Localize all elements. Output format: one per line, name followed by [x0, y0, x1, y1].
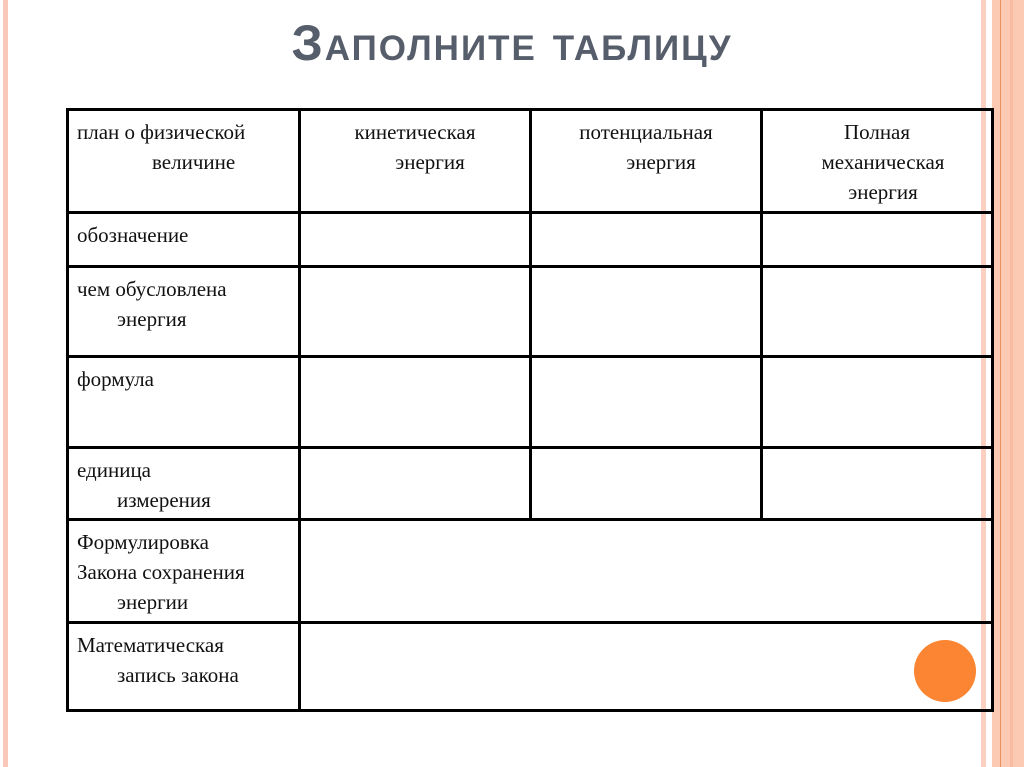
answer-cell[interactable] [300, 448, 531, 520]
answer-cell[interactable] [531, 267, 762, 357]
answer-cell[interactable] [300, 213, 531, 267]
answer-cell[interactable] [762, 213, 993, 267]
header-cell-plan [68, 110, 300, 213]
table-row [68, 213, 993, 267]
answer-cell[interactable] [531, 357, 762, 448]
header-text: потенциальная [579, 120, 713, 144]
header-cell-kinetic [300, 110, 531, 213]
row-label-text: энергии [117, 590, 189, 614]
header-cell-potential [531, 110, 762, 213]
row-label [68, 267, 300, 357]
right-decorative-band [992, 0, 1024, 767]
fill-in-table [66, 108, 994, 712]
header-text: план о физической [77, 120, 246, 144]
answer-cell[interactable] [300, 357, 531, 448]
row-label-text: Математическая [77, 633, 224, 657]
row-label-text: измерения [117, 488, 211, 512]
row-label-text: запись закона [117, 663, 239, 687]
header-text: величине [152, 150, 236, 174]
row-label [68, 520, 300, 623]
right-decorative-line [1000, 0, 1001, 767]
row-label-text: формула [77, 367, 154, 391]
answer-cell[interactable] [762, 267, 993, 357]
answer-cell[interactable] [300, 267, 531, 357]
answer-cell-wide[interactable] [300, 623, 993, 711]
header-cell-total-mechanical [762, 110, 993, 213]
table-row [68, 623, 993, 711]
orange-circle-decoration [914, 640, 976, 702]
row-label-text: Закона сохранения [77, 560, 245, 584]
row-label-text: энергия [117, 307, 187, 331]
row-label-text: чем обусловлена [77, 277, 227, 301]
table-row [68, 267, 993, 357]
table-header-row [68, 110, 993, 213]
table-row [68, 520, 993, 623]
header-text: Полная [843, 120, 911, 144]
table-row [68, 448, 993, 520]
header-text: механическая [821, 150, 945, 174]
row-label [68, 213, 300, 267]
row-label-text: единица [77, 458, 152, 482]
slide-title: Заполните таблицу [291, 15, 733, 71]
header-text: энергия [395, 150, 465, 174]
answer-cell[interactable] [762, 357, 993, 448]
answer-cell[interactable] [531, 448, 762, 520]
row-label-text: обозначение [77, 223, 189, 247]
answer-cell[interactable] [531, 213, 762, 267]
row-label [68, 448, 300, 520]
header-text: энергия [848, 180, 918, 204]
left-decorative-stripe [3, 0, 8, 767]
row-label [68, 357, 300, 448]
answer-cell-wide[interactable] [300, 520, 993, 623]
table-row [68, 357, 993, 448]
row-label [68, 623, 300, 711]
header-text: энергия [626, 150, 696, 174]
answer-cell[interactable] [762, 448, 993, 520]
row-label-text: Формулировка [77, 530, 209, 554]
right-decorative-stripe-inner [1010, 0, 1013, 767]
header-text: кинетическая [354, 120, 476, 144]
